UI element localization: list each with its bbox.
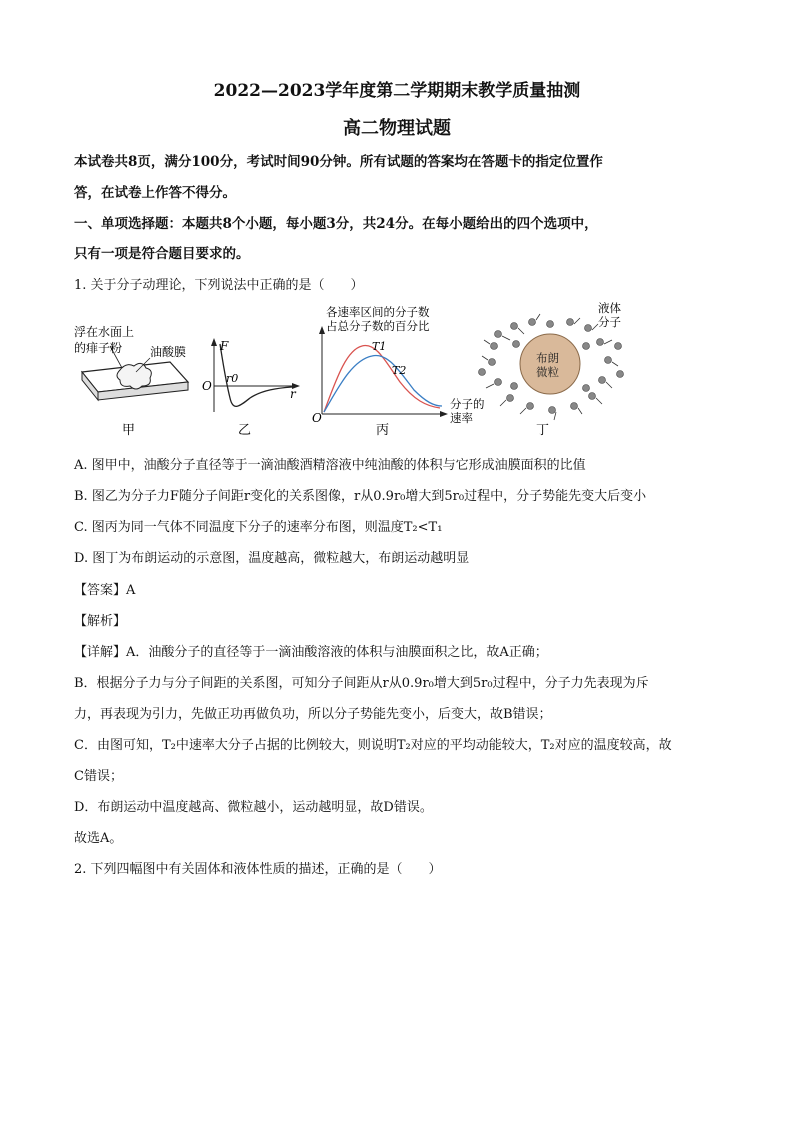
section-1-heading: 一、单项选择题：本题共8个小题，每小题3分，共24分。在每小题给出的四个选项中，	[74, 216, 598, 232]
ding-particle-1: 布朗	[536, 351, 559, 365]
jia-text-3: 油酸膜	[150, 345, 187, 359]
section-1-heading-cont: 只有一项是符合题目要求的。	[74, 246, 250, 262]
detail-b-2: 力，再表现为引力，先做正功再做负功，所以分子势能先变小，后变大，故B错误；	[74, 707, 552, 722]
option-d: D. 图丁为布朗运动的示意图，温度越高，微粒越大，布朗运动越明显	[74, 551, 470, 566]
figure-yi	[202, 338, 300, 438]
jia-text-2: 的痱子粉	[74, 341, 123, 355]
bing-xlabel-2: 速率	[450, 411, 473, 425]
figure-ding	[479, 301, 624, 438]
detail-c-1: C．由图可知，T₂中速率大分子占据的比例较大，则说明T₂对应的平均动能较大，T₂对应的温度较高，故	[74, 738, 672, 753]
question-2-stem: 2. 下列四幅图中有关固体和液体性质的描述，正确的是（ ）	[74, 862, 442, 877]
ding-particle-2: 微粒	[536, 365, 559, 379]
option-c: C. 图丙为同一气体不同温度下分子的速率分布图，则温度T₂<T₁	[74, 520, 443, 535]
question-1-figures	[70, 300, 650, 445]
detail-c-2: C错误；	[74, 769, 123, 784]
bing-O: O	[312, 411, 322, 425]
exam-subtitle: 高二物理试题	[343, 118, 451, 139]
bing-T2: T2	[392, 364, 407, 377]
conclusion: 故选A。	[74, 831, 123, 846]
jia-label: 甲	[122, 423, 136, 438]
answer: 【答案】A	[74, 583, 136, 598]
detail-a: 【详解】A．油酸分子的直径等于一滴油酸溶液的体积与油膜面积之比，故A正确；	[74, 645, 548, 660]
bing-xlabel-1: 分子的	[450, 397, 485, 411]
ding-liquid-2: 分子	[598, 315, 621, 329]
analysis-tag: 【解析】	[74, 614, 127, 629]
question-1-stem: 1. 关于分子动理论，下列说法中正确的是（ ）	[74, 278, 364, 293]
detail-d: D．布朗运动中温度越高、微粒越小，运动越明显，故D错误。	[74, 800, 433, 815]
curve-T1	[324, 345, 440, 412]
bing-ylabel-1: 各速率区间的分子数	[326, 305, 430, 319]
yi-r0: r0	[226, 372, 239, 385]
intro-line-2: 答，在试卷上作答不得分。	[74, 185, 236, 201]
bing-T1: T1	[372, 340, 387, 353]
ding-liquid-1: 液体	[598, 301, 621, 315]
bing-ylabel-2: 占总分子数的百分比	[326, 319, 430, 333]
yi-O: O	[202, 379, 212, 393]
bing-label: 丙	[376, 423, 390, 438]
option-b: B. 图乙为分子力F随分子间距r变化的关系图像，r从0.9r₀增大到5r₀过程中，分子势能先变大后变小	[74, 489, 647, 504]
option-a: A. 图甲中，油酸分子直径等于一滴油酸酒精溶液中纯油酸的体积与它形成油膜面积的比值	[74, 458, 586, 473]
yi-F: F	[220, 339, 229, 353]
intro-line-1: 本试卷共8页，满分100分，考试时间90分钟。所有试题的答案均在答题卡的指定位置作	[74, 154, 603, 170]
exam-title: 2022—2023学年度第二学期期末教学质量抽测	[213, 81, 581, 101]
detail-b-1: B．根据分子力与分子间距的关系图，可知分子间距从r从0.9r₀增大到5r₀过程中，分子力先表现为斥	[74, 676, 649, 691]
yi-label: 乙	[238, 423, 252, 438]
figure-jia	[74, 324, 188, 438]
ding-label: 丁	[536, 423, 550, 438]
yi-r: r	[290, 387, 296, 401]
jia-text-1: 浮在水面上	[74, 325, 135, 339]
figure-bing	[312, 305, 485, 438]
